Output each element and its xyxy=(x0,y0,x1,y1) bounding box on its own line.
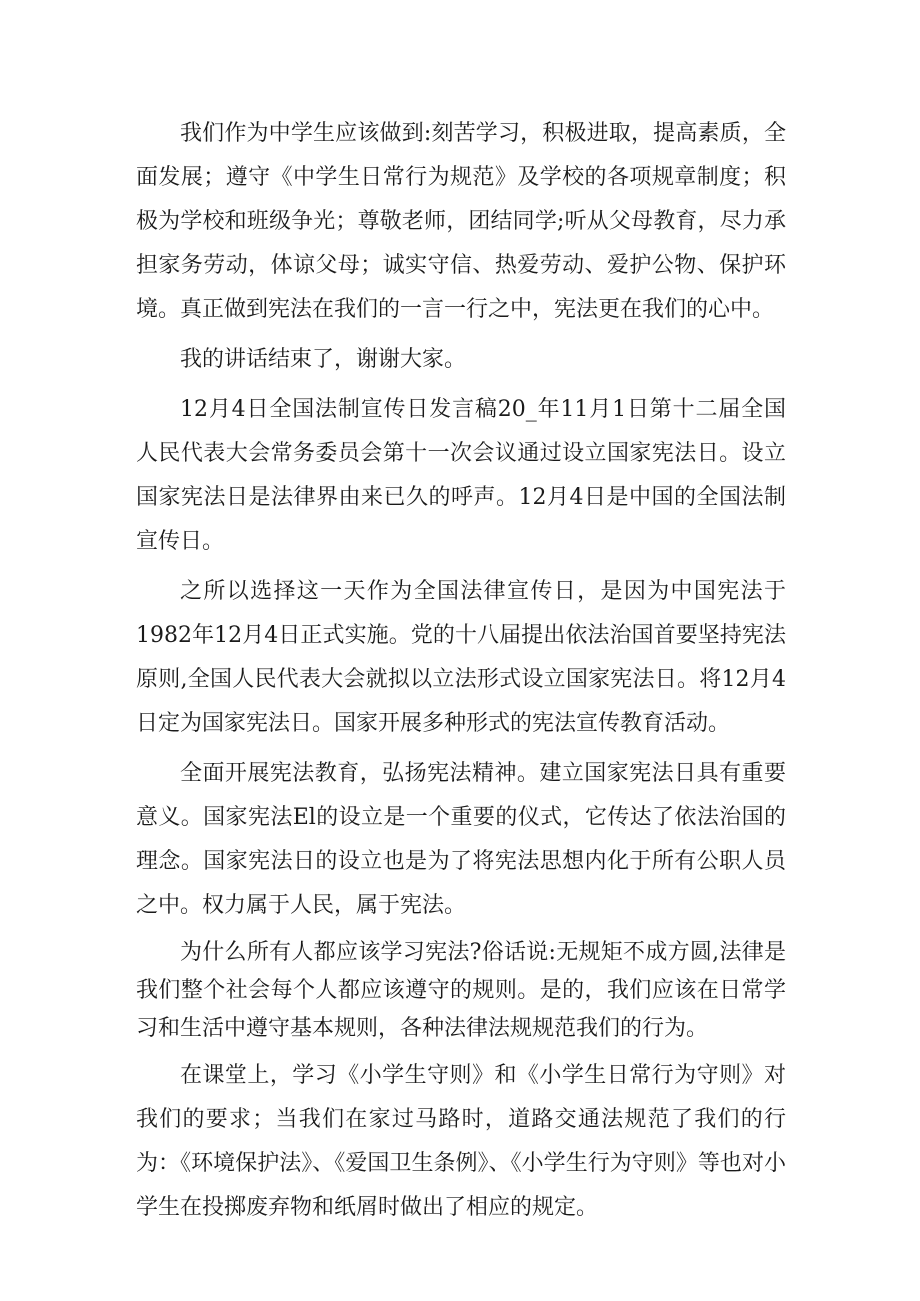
paragraph-closing: 我的讲话结束了，谢谢大家。 xyxy=(180,347,467,372)
paragraph-constitution-education: 全面开展宪法教育，弘扬宪法精神。建立国家宪法日具有重要意义。国家宪法El的设立是一个重要的仪式，它传达了依法治国的理念。国家宪法日的设立也是为了将宪法思想内化于所有公职人员之中。权力属于人民，属于宪法。 xyxy=(136,761,786,918)
paragraph-why-this-day: 之所以选择这一天作为全国法律宣传日，是因为中国宪法于1982年12月4日正式实施。党的十八届提出依法治国首要坚持宪法原则,全国人民代表大会就拟以立法形式设立国家宪法日。将12月4日定为国家宪法日。国家开展多种形式的宪法宣传教育活动。 xyxy=(136,579,786,736)
paragraph-student-duties: 我们作为中学生应该做到:刻苦学习，积极进取，提高素质，全面发展；遵守《中学生日常行为规范》及学校的各项规章制度；积极为学校和班级争光；尊敬老师，团结同学;听从父母教育，尽力承担家务劳动，体谅父母；诚实守信、热爱劳动、爱护公物、保护环境。真正做到宪法在我们的一言一行之中，宪法更在我们的心中。 xyxy=(136,121,786,322)
document-body xyxy=(136,112,786,1236)
paragraph-legal-day-intro: 12月4日全国法制宣传日发言稿20_年11月1日第十二届全国人民代表大会常务委员会第十一次会议通过设立国家宪法日。设立国家宪法日是法律界由来已久的呼声。12月4日是中国的全国法制宣传日。 xyxy=(136,397,786,554)
paragraph-why-learn-law: 为什么所有人都应该学习宪法?俗话说:无规矩不成方圆,法律是我们整个社会每个人都应该遵守的规则。是的，我们应该在日常学习和生活中遵守基本规则，各种法律法规规范我们的行为。 xyxy=(136,940,786,1041)
paragraph-school-rules: 在课堂上，学习《小学生守则》和《小学生日常行为守则》对我们的要求；当我们在家过马路时，道路交通法规范了我们的行为：《环境保护法》、《爱国卫生条例》、《小学生行为守则》等也对小学生在投掷废弃物和纸屑时做出了相应的规定。 xyxy=(136,1063,786,1220)
